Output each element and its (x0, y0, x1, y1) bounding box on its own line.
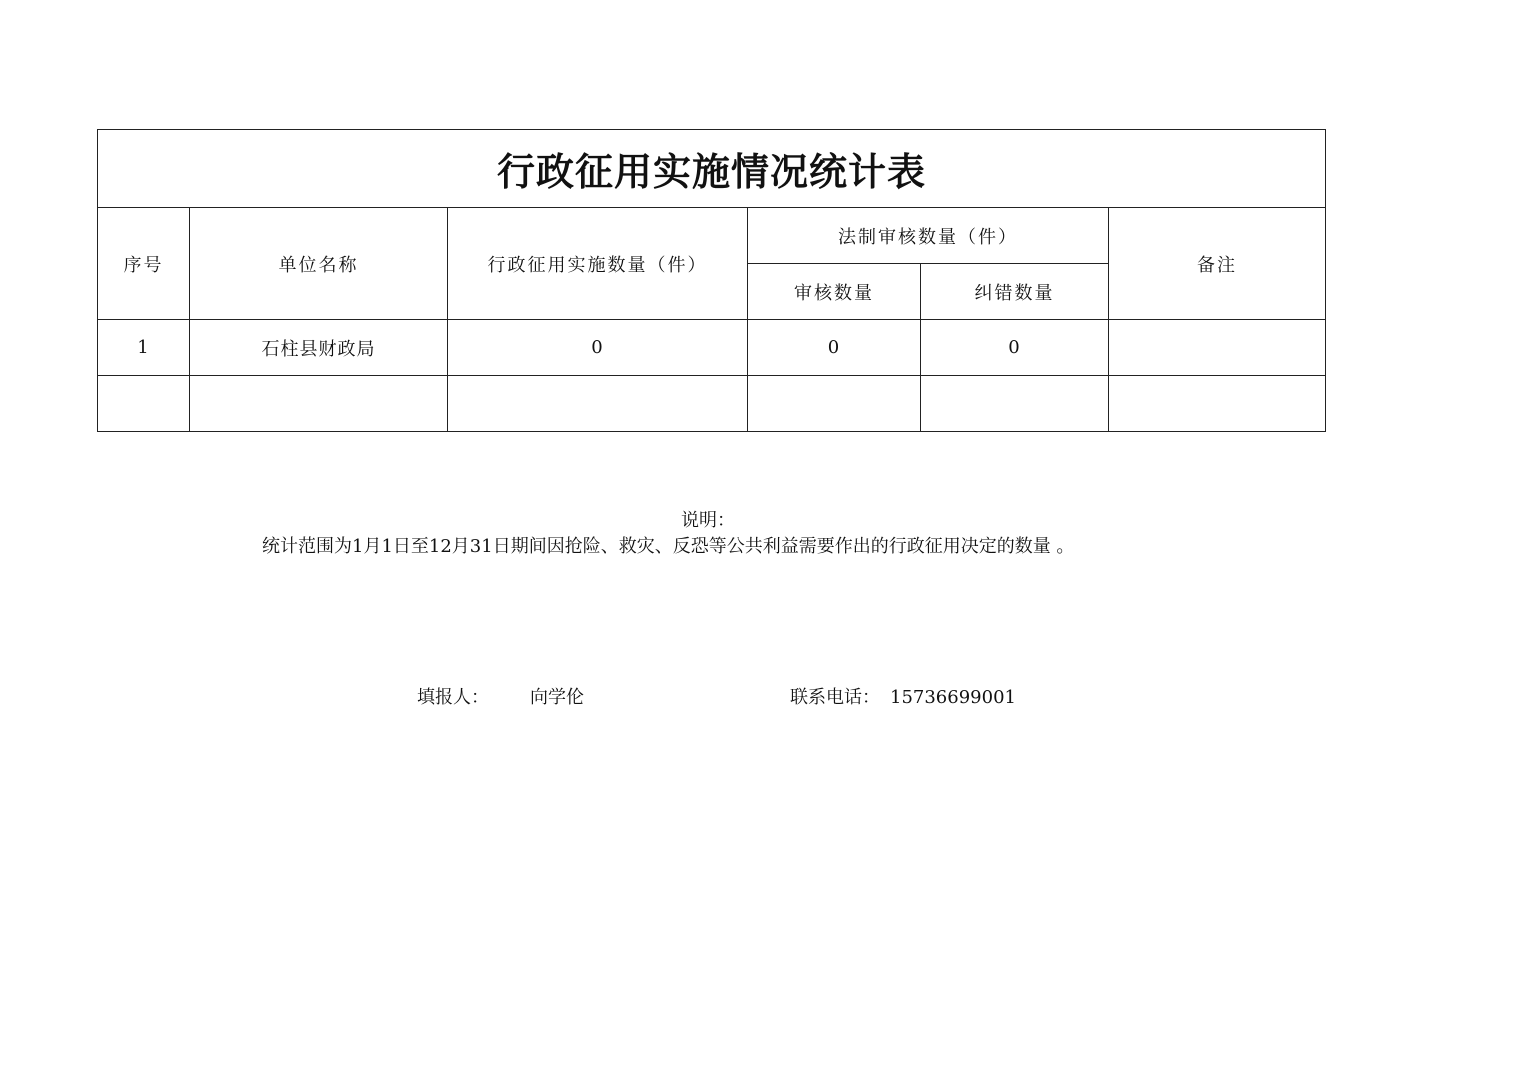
note-title: 说明： (681, 510, 735, 531)
phone-number: 15736699001 (890, 687, 1016, 708)
header-legal-review: 法制审核数量（件） (748, 208, 1109, 264)
cell-correction-count: 0 (921, 320, 1109, 376)
cell-unit: 石柱县财政局 (190, 320, 448, 376)
table-title: 行政征用实施情况统计表 (98, 130, 1326, 208)
filler-label: 填报人： (417, 687, 489, 708)
table-row (98, 376, 1326, 432)
filler-name: 向学伦 (530, 687, 584, 708)
statistics-table (97, 129, 1326, 432)
note-text: 统计范围为1月1日至12月31日期间因抢险、救灾、反恐等公共利益需要作出的行政征用决定的数量 。 (262, 536, 1075, 557)
phone-label: 联系电话： (790, 687, 880, 708)
header-unit: 单位名称 (190, 208, 448, 320)
cell-seq (98, 376, 190, 432)
cell-implement-count: 0 (448, 320, 748, 376)
cell-correction-count (921, 376, 1109, 432)
table-row (98, 320, 1326, 376)
cell-review-count: 0 (748, 320, 921, 376)
header-correction-count: 纠错数量 (921, 264, 1109, 320)
cell-seq: 1 (98, 320, 190, 376)
cell-remarks (1109, 320, 1326, 376)
cell-unit (190, 376, 448, 432)
cell-review-count (748, 376, 921, 432)
header-remarks: 备注 (1109, 208, 1326, 320)
cell-implement-count (448, 376, 748, 432)
header-review-count: 审核数量 (748, 264, 921, 320)
header-implement-count: 行政征用实施数量（件） (448, 208, 748, 320)
header-seq: 序号 (98, 208, 190, 320)
cell-remarks (1109, 376, 1326, 432)
